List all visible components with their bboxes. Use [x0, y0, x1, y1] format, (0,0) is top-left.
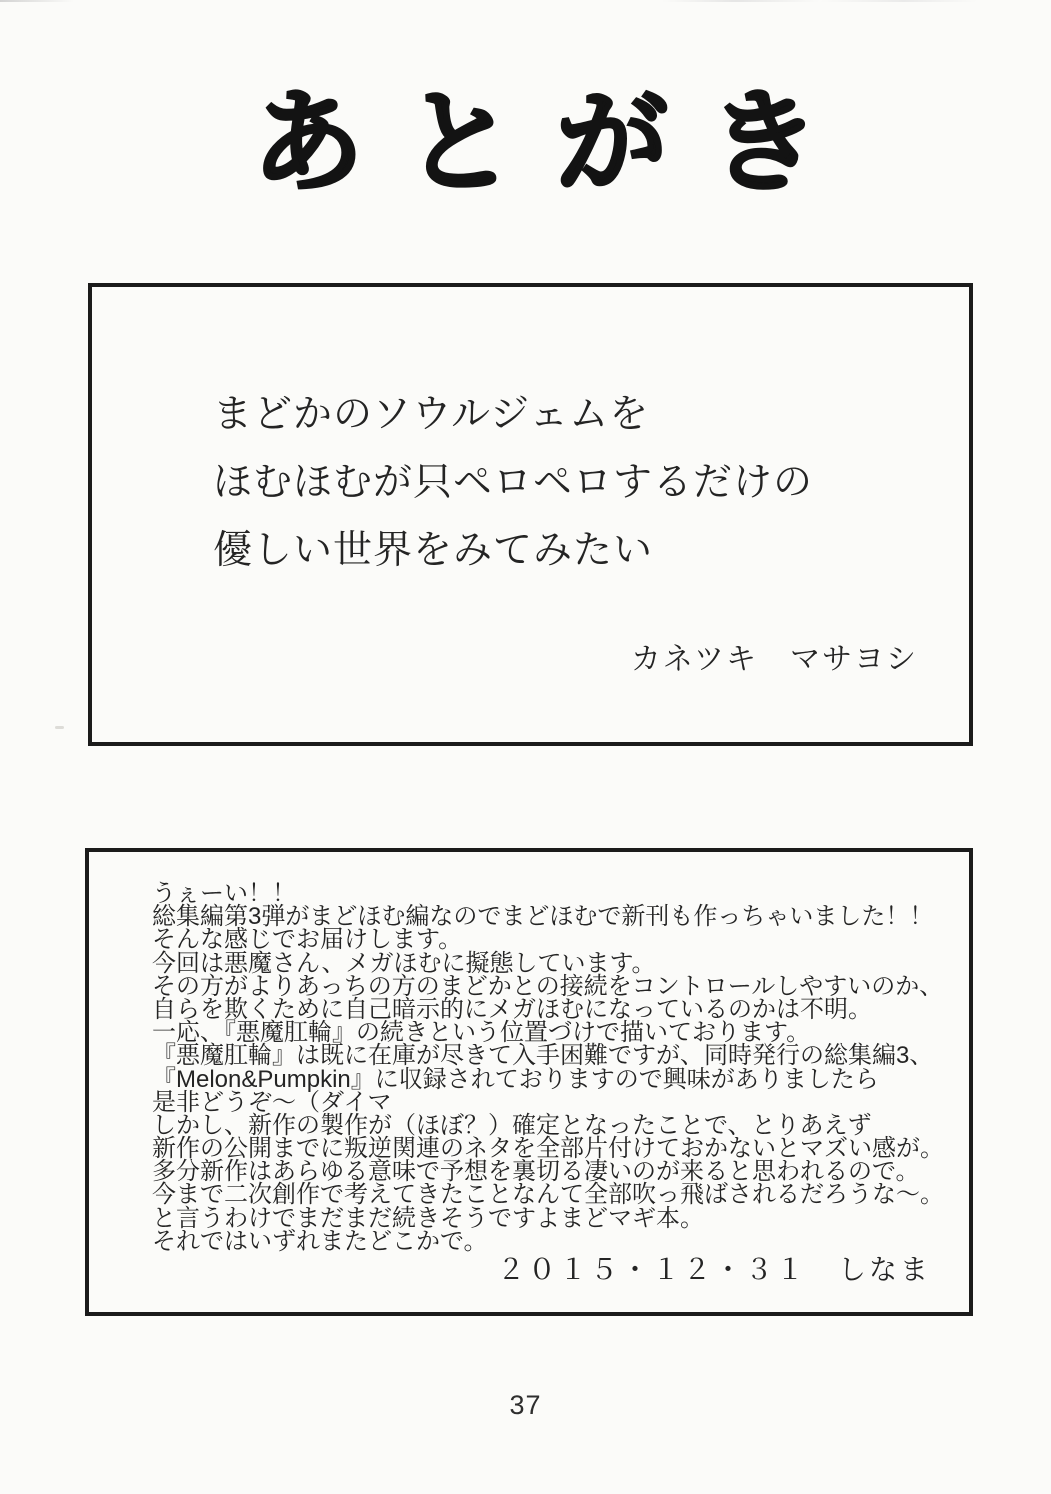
scan-edge-artifact	[0, 0, 1051, 2]
poem-line: まどかのソウルジェムを	[213, 393, 650, 436]
afterword-line: 『Melon&Pumpkin』に収録されておりますので興味がありましたら	[152, 1065, 879, 1093]
afterword-line: 一応、『悪魔肛輪』の続きという位置づけで描いております。	[152, 1019, 811, 1047]
afterword-line: しかし、新作の製作が（ほぼ？）確定となったことで、とりあえず	[152, 1111, 872, 1139]
afterword-line: 今まで二次創作で考えてきたことなんて全部吹っ飛ばされるだろうな～。	[152, 1181, 944, 1209]
date-signature: ２０１５・１２・３１ しなま	[496, 1254, 931, 1285]
page-number: 37	[509, 1390, 542, 1420]
page-title: あとがき	[252, 80, 860, 205]
poem-author: カネツキ マサヨシ	[630, 643, 918, 676]
afterword-line: 『悪魔肛輪』は既に在庫が尽きて入手困難ですが、同時発行の総集編3、	[152, 1042, 934, 1070]
afterword-line: 自らを欺くために自己暗示的にメガほむになっているのかは不明。	[152, 995, 872, 1023]
afterword-line: 是非どうぞ～（ダイマ	[152, 1088, 392, 1116]
afterword-box	[85, 848, 973, 1316]
afterword-line: それではいずれまたどこかで。	[152, 1227, 488, 1255]
scan-speck-artifact	[55, 726, 64, 729]
afterword-line: そんな感じでお届けします。	[152, 926, 463, 954]
afterword-line: 多分新作はあらゆる意味で予想を裏切る凄いのが来ると思われるので。	[152, 1158, 920, 1186]
poem-box	[88, 283, 973, 746]
poem-line: 優しい世界をみてみたい	[213, 529, 654, 572]
afterword-line: と言うわけでまだまだ続きそうですよまどマギ本。	[152, 1204, 704, 1232]
afterword-line: 今回は悪魔さん、メガほむに擬態しています。	[152, 949, 656, 977]
afterword-line: 総集編第3弾がまどほむ編なのでまどほむで新刊も作っちゃいました！！	[152, 903, 934, 931]
afterword-line: うぇーい！！	[152, 880, 296, 907]
afterword-line: その方がよりあっちの方のまどかとの接続をコントロールしやすいのか、	[152, 972, 944, 1000]
afterword-text	[152, 882, 944, 1253]
afterword-line: 新作の公開までに叛逆関連のネタを全部片付けておかないとマズい感が。	[152, 1135, 944, 1163]
poem-line: ほむほむが只ペロペロするだけの	[213, 461, 814, 504]
